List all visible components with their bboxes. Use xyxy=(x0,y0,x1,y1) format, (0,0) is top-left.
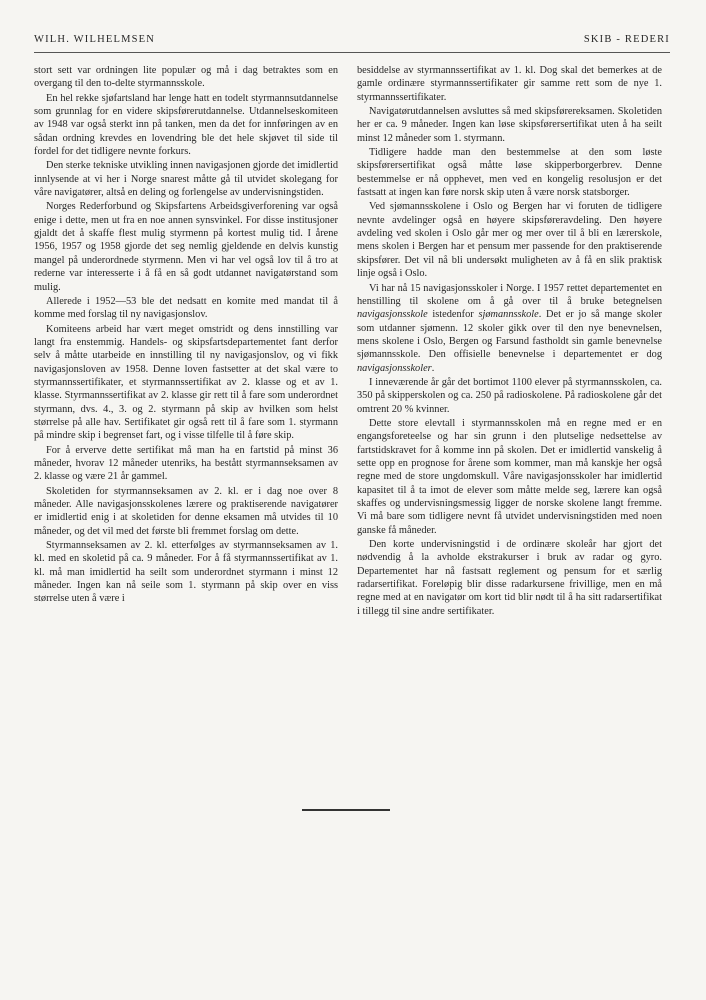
paragraph: I inneværende år går det bortimot 1100 elever på styrmannsskolen, ca. 350 på skipperskolen og ca. 250 på radioskolene. På radioskolene går det omtrent 20 % kvinner. xyxy=(357,376,662,415)
text-run: . xyxy=(431,362,435,374)
left-column xyxy=(34,64,338,606)
paragraph: Norges Rederforbund og Skipsfartens Arbeidsgiverforening var også enige i dette, men ut fra en noe annen synsvinkel. For disse institusjoner gjaldt det å skaffe flest mulig styrmenn på kortest mulig tid. I årene 1956, 1957 og 1958 gjorde det seg nemlig gjeldende en delvis kunstig mangel på underordnede styrmenn. Men vi har vel også lov til å tro at rederne var interesserte i å få en så godt utdannet navigatørstand som mulig. xyxy=(34,201,338,293)
paragraph: besiddelse av styrmannssertifikat av 1. kl. Dog skal det bemerkes at de gamle ordinære styrmannssertifikater gir samme rett som de nye 1. styrmannssertifikater. xyxy=(357,65,662,103)
header-right: SKIB - REDERI xyxy=(583,34,670,45)
header-left: WILH. WILHELMSEN xyxy=(34,34,156,45)
text-run: istedenfor xyxy=(427,309,479,321)
paragraph: Navigatørutdannelsen avsluttes så med skipsførereksamen. Skoletiden her er ca. 9 måneder. Ingen kan løse skipsførersertifikat uten å ha seilt minst 12 måneder som 1. styrmann. xyxy=(357,106,662,144)
emphasized-term: sjømannsskole xyxy=(478,309,539,321)
right-column xyxy=(357,64,662,618)
emphasized-term: navigasjonsskoler xyxy=(357,362,432,374)
paragraph: Allerede i 1952—53 ble det nedsatt en komite med mandat til å komme med forslag til ny navigasjonslov. xyxy=(34,295,338,321)
header-rule xyxy=(34,52,670,53)
paragraph: Dette store elevtall i styrmannsskolen må en regne med er en engangsforeteelse og har sin grunn i den plutselige nedsettelse av fartstidskravet for å komme inn på skolen. Det er imidlertid vanskelig å sette opp en prognose for årene som kommer, man må kanskje her også regne med de store ungdomskull. Våre navigasjonsskoler har imidlertid kapasitet til å ta imot de elever som måtte melde seg, lærere kan også skaffes og undervisningsmessig ligger de norske skolene langt fremme. Vi må bare som tidligere nevnt få utvidet undervisningstiden med noen ganske få måneder. xyxy=(357,417,662,536)
running-header xyxy=(34,34,670,45)
paragraph: Tidligere hadde man den bestemmelse at den som løste skipsførersertifikat også måtte løse skipperborgerbrev. Denne bestemmelse er nå opphevet, men ved en kongelig resolusjon er det fastsatt at ingen kan føre norsk skip uten å være norsk statsborger. xyxy=(357,147,662,199)
paragraph: Styrmannseksamen av 2. kl. etterfølges av styrmannseksamen av 1. kl. med en skoletid på ca. 9 måneder. For å få styrmannssertifikat av 1. kl. må man imidlertid ha seilt som underordnet styrmann i minst 12 måneder. Ingen kan nå seile som 1. styrmann på skip over en viss størrelse uten å være i xyxy=(34,540,338,605)
emphasized-term: navigasjonsskole xyxy=(357,309,428,321)
end-rule xyxy=(302,809,390,811)
paragraph: Den korte undervisningstid i de ordinære skoleår har gjort det nødvendig å la avholde ekstrakurser i bruk av radar og gyro. Departementet har nå fastsatt reglement og pensum for et særlig radarsertifikat. Foreløpig blir disse radarkursene frivillige, men en må regne med at en navigatør om kort tid blir nødt til å ha sitt radarsertifikat i tillegg til sine andre sertifikater. xyxy=(357,539,662,617)
text-run: Vi har nå 15 navigasjonsskoler i Norge. I 1957 rettet departementet en henstilling til skolene om å gå over til å bruke betegnelsen xyxy=(357,282,662,307)
paragraph: Komiteens arbeid har vært meget omstridt og dens innstilling var langt fra enstemmig. Handels- og skipsfartsdepartementet fant derfor selv å måtte utarbeide en innstilling til ny navigasjonslov, og vi fikk navigasjonsloven av 1958. Denne loven fastsetter at det skal være to styrmannssertifikater, et styrmannssertifikat av 2. klasse og et av 1. klasse. Styrmannssertifikat av 2. klasse gir rett til å fare som underordnet styrmann, dvs. 4., 3. og 2. styrmann på skip av hvilken som helst størrelse på alle hav. Sertifikatet gir også rett til å fare som 1. styrmann på mindre skip i begrenset fart, og i visse tilfelle til å føre skip. xyxy=(34,323,338,442)
paragraph: stort sett var ordningen lite populær og må i dag betraktes som en overgang til den to-delte styrmannsskole. xyxy=(34,65,338,90)
paragraph xyxy=(357,282,662,375)
paragraph: En hel rekke sjøfartsland har lenge hatt en todelt styrmannsutdannelse som grunnlag for en videre skipsførerutdannelse. Utdannelseskomiteen av 1948 var også sterkt inn på tanken, men da det for innføringen av en sådan ordning krevdes en lovendring ble det hele skjøvet til side til fordel for det tidligere nevnte forkurs. xyxy=(34,92,338,158)
paragraph: Skoletiden for styrmannseksamen av 2. kl. er i dag noe over 8 måneder. Alle navigasjonsskolenes lærere og praktiserende navigatører er imidlertid enig i at skoletiden for denne eksamen må utvides til 10 måneder, og det vil med det første bli fremmet forslag om dette. xyxy=(34,485,338,537)
paragraph: For å erverve dette sertifikat må man ha en fartstid på minst 36 måneder, hvorav 12 måneder utenriks, ha bestått styrmannseksamen av 2. klasse og være 21 år gammel. xyxy=(34,444,338,483)
paragraph: Ved sjømannsskolene i Oslo og Bergen har vi foruten de tidligere nevnte avdelinger også en høyere skipsføreravdeling. Den høyere avdeling ved skolen i Oslo går mer og mer over til å bli en lærerskole, mens skolen i Bergen har et pensum mer passende for den praktiserende skipsfører. Det vil nå bli undersøkt muligheten av å få en slik praktisk linje også i Oslo. xyxy=(357,201,662,280)
text-run: . Det er jo så mange skoler som utdanner sjømenn. 12 skoler gikk over til den nye benevnelsen, mens skolene i Oslo, Bergen og Farsund fastholdt sin gamle benevnelse sjømannsskole. Den offisielle benevnelse i departementet er dog xyxy=(357,309,662,361)
paragraph: Den sterke tekniske utvikling innen navigasjonen gjorde det imidlertid innlysende at vi her i Norge snarest måtte gå til utvidet skolegang for våre navigatører, altså en deling og forlengelse av undervisningstiden. xyxy=(34,160,338,199)
